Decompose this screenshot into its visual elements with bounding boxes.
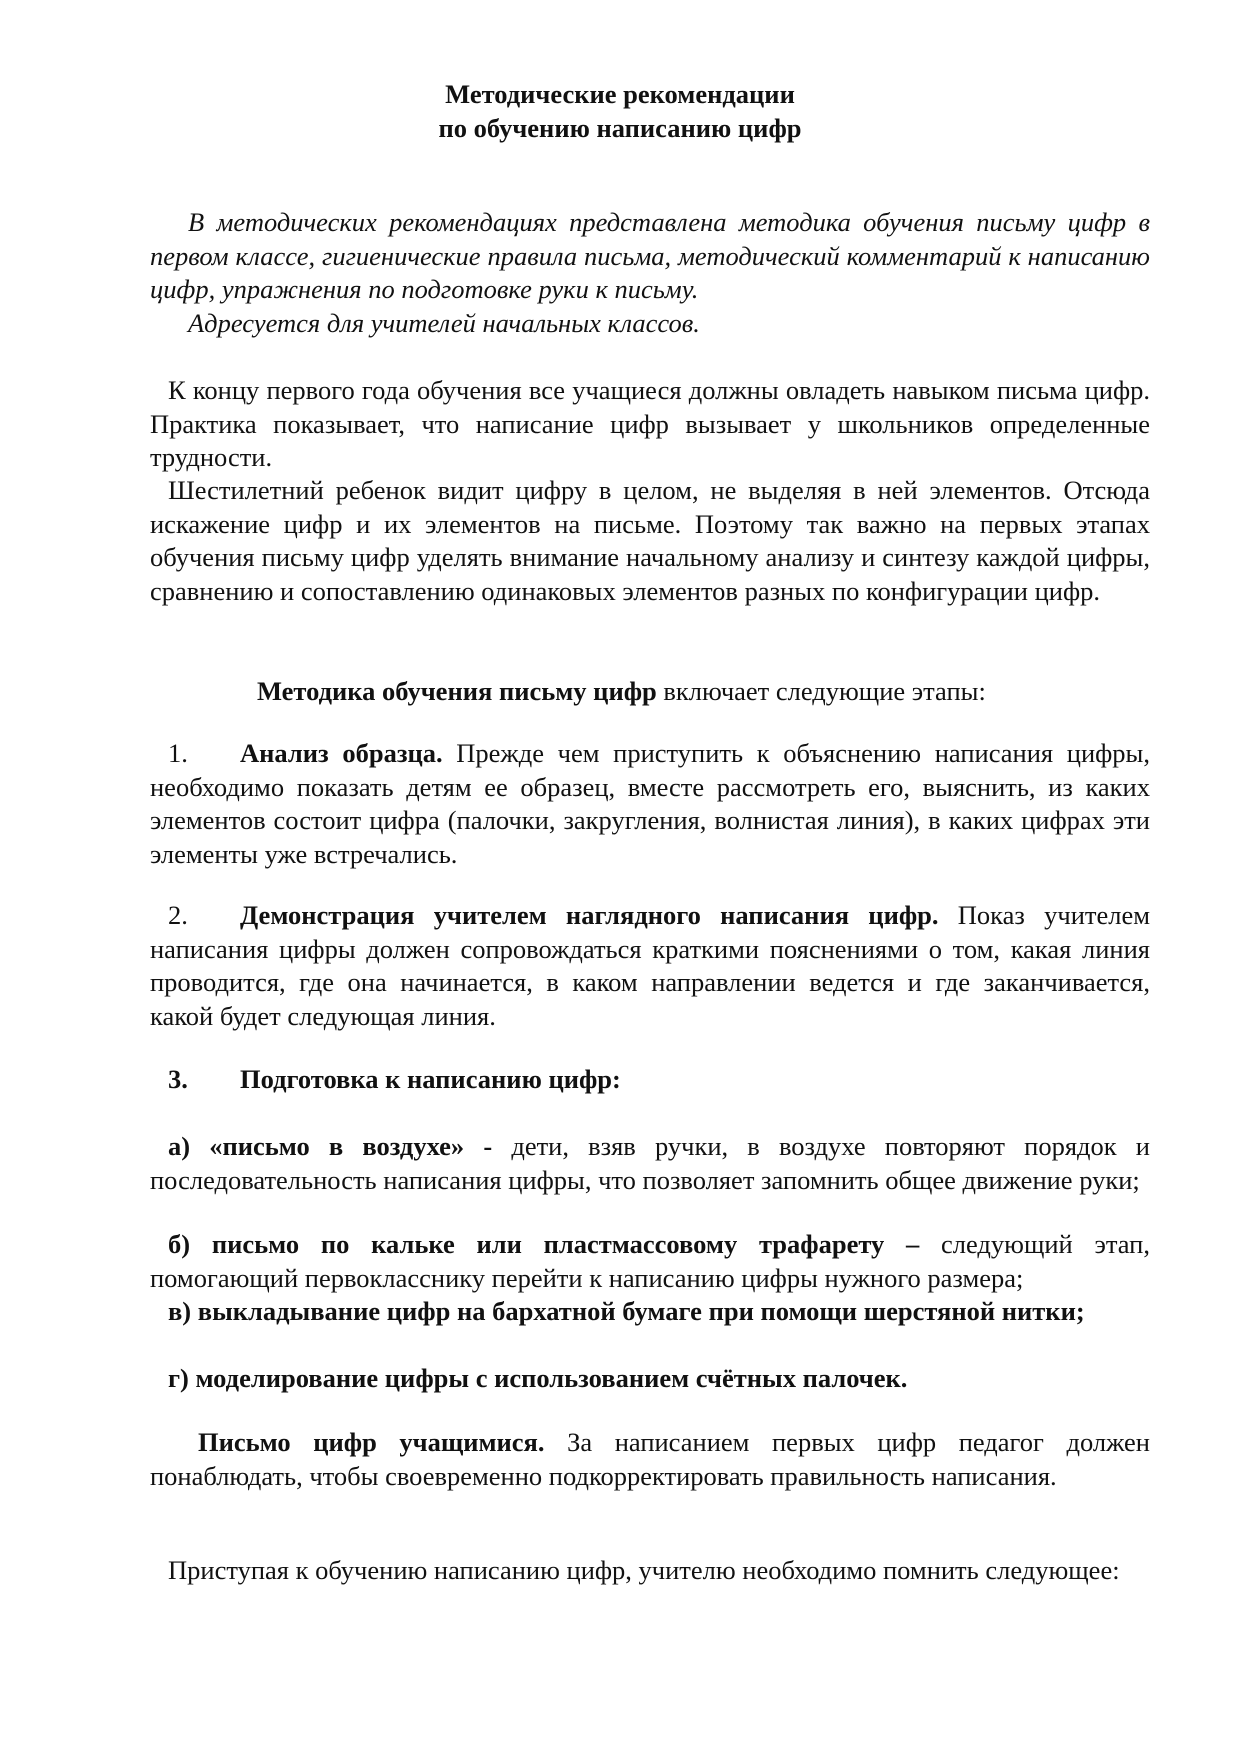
substep-v: в) выкладывание цифр на бархатной бумаге при помощи шерстяной нитки; [168,1296,1085,1326]
title-line-1: Методические рекомендации [445,79,795,109]
step-title: Подготовка к написанию цифр: [240,1064,621,1094]
substep-a [150,1130,1150,1197]
step-3 [150,1063,1150,1097]
closing-paragraph: Приступая к обучению написанию цифр, учителю необходимо помнить следующее: [168,1555,1120,1585]
pupils-title: Письмо цифр учащимися. [198,1427,545,1457]
method-heading-bold: Методика обучения письму цифр [257,676,657,706]
method-heading [150,675,1150,709]
substep-title: а) «письмо в воздухе» - [168,1131,493,1161]
step-2 [150,899,1150,1033]
step-title: Демонстрация учителем наглядного написания цифр. [240,900,939,930]
step-text: Показ учителем написания цифры должен сопровождаться краткими пояснениями о том, какая линия проводится, где она начинается, в каком направлении ведется и где заканчивается, какой будет следующая линия. [150,900,1150,1031]
step-number: 2. [168,900,188,930]
abstract-audience: Адресуется для учителей начальных классов. [188,308,700,338]
title-line-2: по обучению написанию цифр [438,113,802,143]
step-title: Анализ образца. [240,738,443,768]
step-number: 3. [168,1064,188,1094]
method-heading-rest: включает следующие этапы: [656,676,986,706]
intro-paragraph-1: К концу первого года обучения все учащиеся должны овладеть навыком письма цифр. Практика показывает, что написание цифр вызывает у школьников определенные трудности. [150,375,1150,472]
pupils-text: За написанием первых цифр педагог должен понаблюдать, чтобы своевременно подкорректировать правильность написания. [150,1427,1150,1491]
substep-g: г) моделирование цифры с использованием счётных палочек. [168,1363,908,1393]
substep-text: следующий этап, помогающий первокласснику перейти к написанию цифры нужного размера; [150,1229,1150,1293]
step-1 [150,737,1150,871]
intro-paragraph-2: Шестилетний ребенок видит цифру в целом, не выделяя в ней элементов. Отсюда искажение цифр и их элементов на письме. Поэтому так важно на первых этапах обучения письму цифр уделять внимание начальному анализу и синтезу каждой цифры, сравнению и сопоставлению одинаковых элементов разных по конфигурации цифр. [150,475,1150,606]
substep-b [150,1228,1150,1295]
step-number: 1. [168,738,188,768]
substep-text: дети, взяв ручки, в воздухе повторяют порядок и последовательность написания цифры, что позволяет запомнить общее движение руки; [150,1131,1150,1195]
step-text: Прежде чем приступить к объяснению написания цифры, необходимо показать детям ее образец, вместе рассмотреть его, выяснить, из каких элементов состоит цифра (палочки, закругления, волнистая линия), в каких цифрах эти элементы уже встречались. [150,738,1150,869]
substep-title: б) письмо по кальке или пластмассовому трафарету – [168,1229,920,1259]
abstract-paragraph: В методических рекомендациях представлена методика обучения письму цифр в первом классе, гигиенические правила письма, методический комментарий к написанию цифр, упражнения по подготовке руки к письму. [150,207,1150,304]
pupils-paragraph [150,1426,1150,1493]
